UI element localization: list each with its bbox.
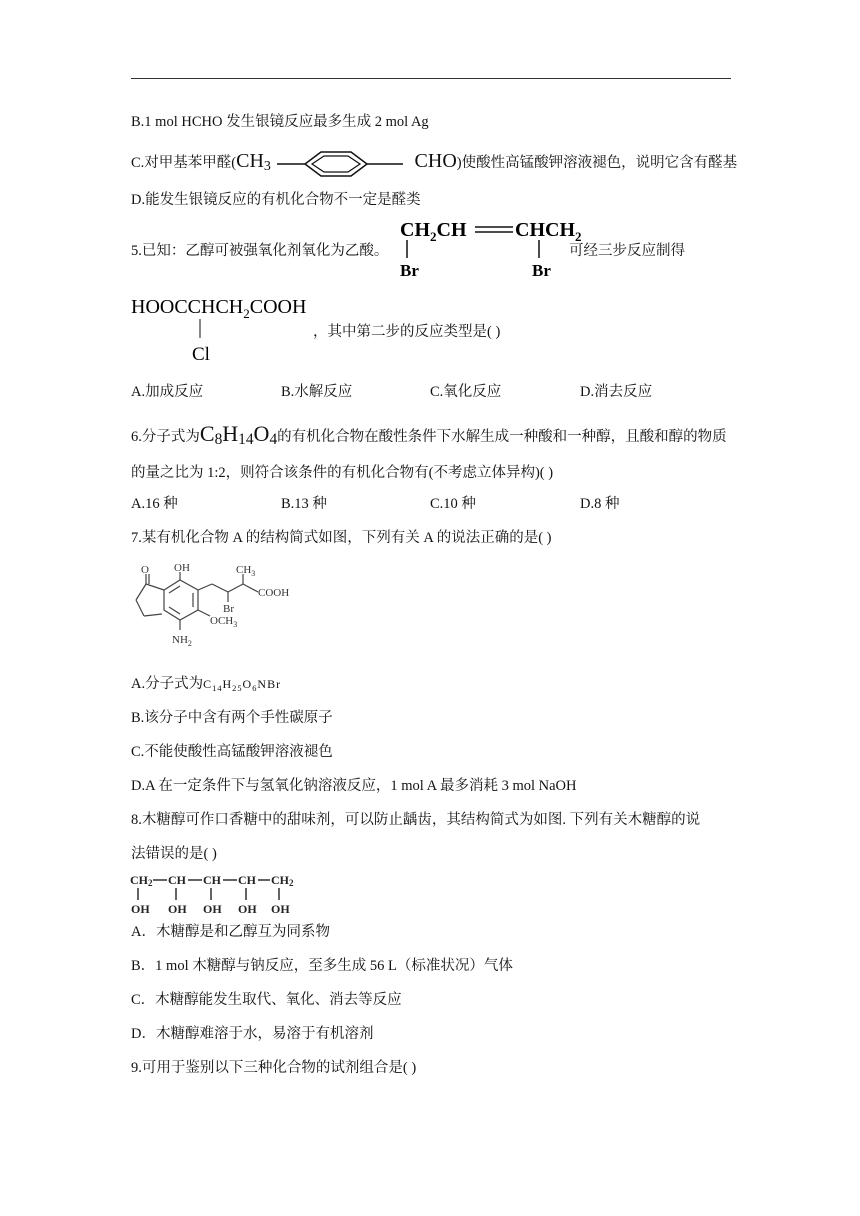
svg-text:CH2: CH2 xyxy=(271,873,294,888)
q8-stem-line1: 8.木糖醇可作口香糖中的甜味剂，可以防止龋齿，其结构简式为如图. 下列有关木糖醇的说 xyxy=(131,812,701,828)
q4-option-b: B.1 mol HCHO 发生银镜反应最多生成 2 mol Ag xyxy=(131,114,429,130)
q8-option-c: C．木糖醇能发生取代、氧化、消去等反应 xyxy=(131,992,402,1008)
svg-text:CH: CH xyxy=(168,873,186,887)
q6-option-d: D.8 种 xyxy=(580,496,620,512)
q5-reactant-br2: Br xyxy=(532,261,551,280)
q7-structure-image xyxy=(128,562,308,660)
q6-stem-line2: 的量之比为 1:2，则符合该条件的有机化合物有(不考虑立体异构)( ) xyxy=(131,465,554,481)
q6-stem-suffix: 的有机化合物在酸性条件下水解生成一种酸和一种醇，且酸和醇的物质 xyxy=(277,429,727,445)
q5-option-c: C.氧化反应 xyxy=(430,384,502,400)
q4-cho-label: CHO xyxy=(414,150,457,172)
svg-text:CH2: CH2 xyxy=(130,873,153,888)
q7-option-a xyxy=(131,674,281,699)
svg-text:OH: OH xyxy=(168,902,187,916)
q8-option-b: B．1 mol 木糖醇与钠反应，至多生成 56 L（标准状况）气体 xyxy=(131,958,513,974)
svg-text:OH: OH xyxy=(131,902,150,916)
q5-option-a: A.加成反应 xyxy=(131,384,204,400)
q8-stem-line2: 法错误的是( ) xyxy=(131,846,217,862)
svg-text:CH: CH xyxy=(238,873,256,887)
svg-text:OH: OH xyxy=(203,902,222,916)
svg-text:CH3: $CH_3$ xyxy=(236,564,256,578)
q5-reactant-structure xyxy=(395,214,582,280)
q5-stem-mid: 可经三步反应制得 xyxy=(569,243,685,259)
q6-option-c: C.10 种 xyxy=(430,496,476,512)
q5-product-cl: Cl xyxy=(192,344,210,365)
q6-stem-line1 xyxy=(131,420,727,454)
q4-option-c-prefix: C.对甲基苯甲醛( xyxy=(131,155,237,171)
q5-option-d: D.消去反应 xyxy=(580,384,653,400)
q6-option-b: B.13 种 xyxy=(281,496,327,512)
header-rule xyxy=(131,78,731,79)
svg-text:CH2CH: $CH_2CH$ xyxy=(400,219,467,244)
q7-option-a-formula: $C_{14}H_{25}O_6NBr$ xyxy=(203,677,282,693)
svg-text:OH: OH xyxy=(238,902,257,916)
q7-option-c: C.不能使酸性高锰酸钾溶液褪色 xyxy=(131,744,333,760)
q8-option-a: A．木糖醇是和乙醇互为同系物 xyxy=(131,924,330,940)
svg-text:COOH: COOH xyxy=(258,587,290,599)
q7-option-d: D.A 在一定条件下与氢氧化钠溶液反应，1 mol A 最多消耗 3 mol NaOH xyxy=(131,778,577,794)
q4-option-c xyxy=(131,146,737,182)
svg-text:CH: CH xyxy=(203,873,221,887)
svg-text:OH: OH xyxy=(271,902,290,916)
q7-stem: 7.某有机化合物 A 的结构简式如图，下列有关 A 的说法正确的是( ) xyxy=(131,530,552,546)
svg-text:OCH3: $OCH_3$ xyxy=(210,615,238,629)
q4-ch3-label: $CH_3$ xyxy=(236,150,271,174)
q6-formula: $C_8H_{14}O_4$ xyxy=(199,421,278,448)
q8-option-d: D．木糖醇难溶于水，易溶于有机溶剂 xyxy=(131,1026,374,1042)
q5-stem-prefix: 5.已知：乙醇可被强氧化剂氧化为乙酸。 xyxy=(131,243,389,259)
svg-text:NH2: $NH_2$ xyxy=(172,634,192,648)
q4-option-d: D.能发生银镜反应的有机化合物不一定是醛类 xyxy=(131,192,421,208)
svg-text:Br: Br xyxy=(223,603,234,615)
svg-text:HOOCCHCH2COOH: $HOOCCHCH_2COOH$ xyxy=(131,296,307,321)
q4-option-c-suffix: )使酸性高锰酸钾溶液褪色，说明它含有醛基 xyxy=(456,155,738,171)
benzene-ring-icon xyxy=(275,149,415,179)
q5-stem-suffix: ，其中第二步的反应类型是( ) xyxy=(313,324,501,340)
q5-option-b: B.水解反应 xyxy=(281,384,353,400)
q9-stem: 9.可用于鉴别以下三种化合物的试剂组合是( ) xyxy=(131,1060,417,1076)
q5-reactant-br1: Br xyxy=(400,261,419,280)
q5-product-structure xyxy=(130,290,330,364)
q6-stem-prefix: 6.分子式为 xyxy=(131,429,200,445)
svg-text:O: O xyxy=(141,564,149,576)
q7-option-a-prefix: A.分子式为 xyxy=(131,676,204,692)
q7-option-b: B.该分子中含有两个手性碳原子 xyxy=(131,710,333,726)
svg-text:OH: OH xyxy=(174,562,190,574)
svg-text:CHCH2: $CHCH_2$ xyxy=(515,219,582,244)
q8-xylitol-structure xyxy=(128,870,298,916)
q6-option-a: A.16 种 xyxy=(131,496,178,512)
